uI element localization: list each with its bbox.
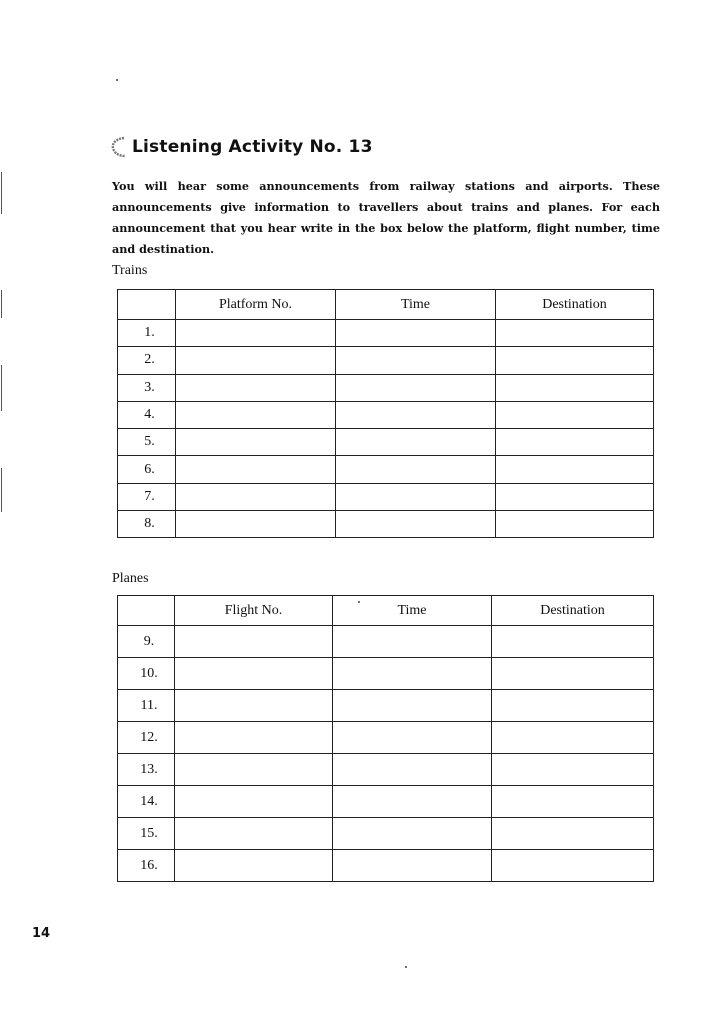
scan-margin-mark	[1, 172, 2, 214]
destination-cell[interactable]	[496, 374, 654, 401]
row-number: 10.	[118, 658, 175, 690]
time-cell[interactable]	[333, 818, 492, 850]
row-number: 11.	[118, 690, 175, 722]
scan-margin-mark	[1, 468, 2, 512]
row-number: 7.	[118, 483, 176, 510]
row-number-header	[118, 596, 175, 626]
flight-header: Flight No.	[175, 596, 333, 626]
time-cell[interactable]	[336, 456, 496, 483]
destination-cell[interactable]	[492, 818, 654, 850]
platform-header: Platform No.	[176, 290, 336, 320]
trains-table	[117, 289, 654, 538]
table-row	[118, 626, 654, 658]
table-row	[118, 511, 654, 538]
destination-cell[interactable]	[496, 429, 654, 456]
time-cell[interactable]	[333, 850, 492, 882]
time-cell[interactable]	[336, 320, 496, 347]
platform-cell[interactable]	[176, 511, 336, 538]
table-row	[118, 850, 654, 882]
scan-margin-mark	[1, 290, 2, 318]
time-header: Time	[333, 596, 492, 626]
flight-cell[interactable]	[175, 818, 333, 850]
destination-cell[interactable]	[492, 690, 654, 722]
time-cell[interactable]	[333, 754, 492, 786]
platform-cell[interactable]	[176, 401, 336, 428]
table-row	[118, 483, 654, 510]
table-row	[118, 320, 654, 347]
trains-label: Trains	[112, 263, 148, 278]
platform-cell[interactable]	[176, 347, 336, 374]
bracket-ornament-icon	[110, 136, 128, 158]
row-number: 9.	[118, 626, 175, 658]
flight-cell[interactable]	[175, 754, 333, 786]
flight-cell[interactable]	[175, 658, 333, 690]
table-row	[118, 456, 654, 483]
row-number: 6.	[118, 456, 176, 483]
time-cell[interactable]	[336, 374, 496, 401]
platform-cell[interactable]	[176, 429, 336, 456]
flight-cell[interactable]	[175, 786, 333, 818]
destination-cell[interactable]	[492, 658, 654, 690]
table-row	[118, 786, 654, 818]
platform-cell[interactable]	[176, 456, 336, 483]
destination-cell[interactable]	[496, 483, 654, 510]
table-row	[118, 401, 654, 428]
row-number: 15.	[118, 818, 175, 850]
time-cell[interactable]	[333, 786, 492, 818]
destination-cell[interactable]	[492, 786, 654, 818]
row-number: 5.	[118, 429, 176, 456]
destination-cell[interactable]	[496, 456, 654, 483]
row-number: 12.	[118, 722, 175, 754]
row-number-header	[118, 290, 176, 320]
instructions-paragraph: You will hear some announcements from railway stations and airports. These announcements give information to travellers about trains and planes. For each announcement that you hear write in the box below the platform, flight number, time and destination.	[112, 179, 660, 256]
table-header-row	[118, 290, 654, 320]
row-number: 16.	[118, 850, 175, 882]
destination-cell[interactable]	[496, 347, 654, 374]
table-row	[118, 818, 654, 850]
table-row	[118, 374, 654, 401]
row-number: 8.	[118, 511, 176, 538]
table-row	[118, 754, 654, 786]
destination-cell[interactable]	[492, 626, 654, 658]
planes-label: Planes	[112, 571, 149, 586]
platform-cell[interactable]	[176, 320, 336, 347]
time-cell[interactable]	[336, 483, 496, 510]
activity-number: No. 13	[309, 137, 373, 157]
flight-cell[interactable]	[175, 850, 333, 882]
time-cell[interactable]	[336, 511, 496, 538]
time-cell[interactable]	[336, 347, 496, 374]
table-row	[118, 347, 654, 374]
time-cell[interactable]	[333, 626, 492, 658]
table-row	[118, 690, 654, 722]
destination-cell[interactable]	[496, 401, 654, 428]
time-cell[interactable]	[336, 401, 496, 428]
destination-cell[interactable]	[492, 722, 654, 754]
row-number: 14.	[118, 786, 175, 818]
destination-cell[interactable]	[492, 754, 654, 786]
row-number: 2.	[118, 347, 176, 374]
flight-cell[interactable]	[175, 626, 333, 658]
destination-header: Destination	[496, 290, 654, 320]
table-row	[118, 658, 654, 690]
row-number: 13.	[118, 754, 175, 786]
table-row	[118, 722, 654, 754]
flight-cell[interactable]	[175, 690, 333, 722]
flight-cell[interactable]	[175, 722, 333, 754]
row-number: 4.	[118, 401, 176, 428]
time-cell[interactable]	[333, 722, 492, 754]
destination-cell[interactable]	[496, 320, 654, 347]
time-header: Time	[336, 290, 496, 320]
destination-cell[interactable]	[492, 850, 654, 882]
row-number: 3.	[118, 374, 176, 401]
time-cell[interactable]	[336, 429, 496, 456]
time-cell[interactable]	[333, 690, 492, 722]
platform-cell[interactable]	[176, 483, 336, 510]
planes-table	[117, 595, 654, 882]
activity-title	[110, 136, 373, 158]
page-number: 14	[32, 926, 51, 941]
activity-title-label: Listening Activity	[132, 137, 304, 157]
destination-header: Destination	[492, 596, 654, 626]
scan-speck	[116, 79, 118, 81]
scan-margin-mark	[1, 365, 2, 411]
time-cell[interactable]	[333, 658, 492, 690]
platform-cell[interactable]	[176, 374, 336, 401]
table-header-row	[118, 596, 654, 626]
scan-speck	[405, 966, 407, 968]
destination-cell[interactable]	[496, 511, 654, 538]
table-row	[118, 429, 654, 456]
row-number: 1.	[118, 320, 176, 347]
